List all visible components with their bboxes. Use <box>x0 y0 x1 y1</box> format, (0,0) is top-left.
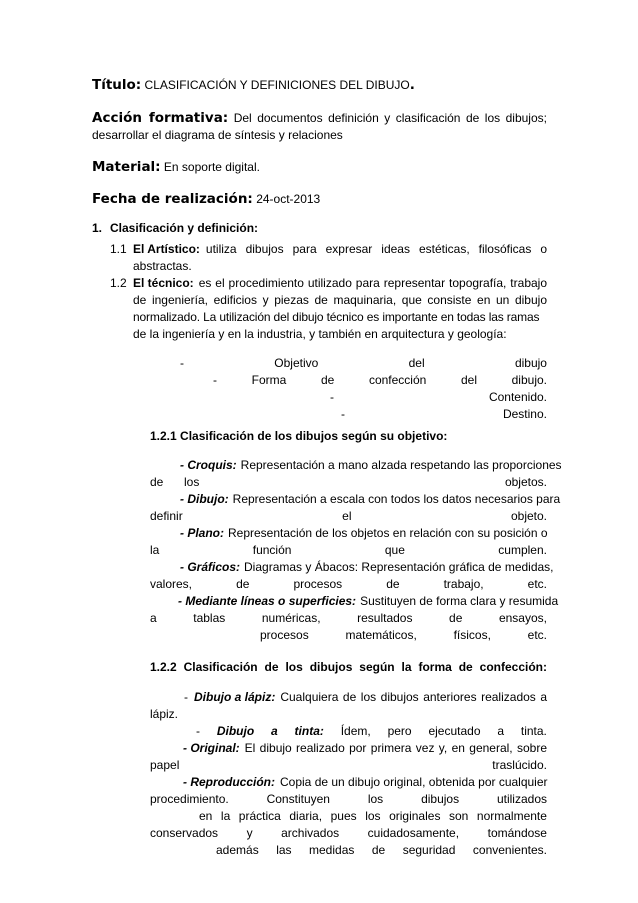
word: de <box>264 660 279 674</box>
croquis-label: - Croquis: <box>180 458 237 472</box>
repro-line4 <box>150 824 547 842</box>
word: cumplen. <box>498 543 547 557</box>
date-key: Fecha de realización: <box>92 191 253 207</box>
action-field-line2 <box>92 126 547 144</box>
bullet-dash: - <box>184 690 188 704</box>
lapiz-text: Cualquiera de los dibujos anteriores realizados a <box>280 690 547 704</box>
word: diaria, <box>289 809 323 823</box>
word: tinta. <box>520 724 547 738</box>
original-label: - Original: <box>183 741 240 755</box>
bullet-dash: - <box>180 356 184 370</box>
word: de <box>236 577 250 591</box>
word: del <box>460 373 477 387</box>
word: ensayos, <box>498 611 547 625</box>
word: pues <box>330 809 357 823</box>
bullet-dash: - <box>196 724 200 738</box>
bullet-destino-dash: - <box>341 407 345 421</box>
material-value: En soporte digital. <box>163 160 260 174</box>
word: traslúcido. <box>492 758 547 772</box>
word: son <box>449 809 469 823</box>
technical-text-line2: de ingeniería, edificios y piezas de maquinaria, que consiste en un dibujo <box>133 293 547 307</box>
word: procesos <box>293 577 343 591</box>
word: utilizados <box>496 792 547 806</box>
word: conservados <box>150 826 219 840</box>
word: etc. <box>527 628 547 642</box>
word: a <box>150 611 157 625</box>
word: de <box>371 843 386 857</box>
word: medidas <box>309 843 355 857</box>
word: valores, <box>150 577 193 591</box>
lineas-text: Sustituyen de forma clara y resumida <box>360 594 559 608</box>
word: Forma <box>251 373 287 387</box>
word: del <box>408 356 425 370</box>
word: Ídem, <box>340 724 371 738</box>
bullet-contenido-dash: - <box>330 390 334 404</box>
tinta-label-word: a <box>271 724 278 738</box>
word: la <box>150 543 160 557</box>
bullet-dash: - <box>213 373 217 387</box>
bullet-contenido: Contenido. <box>488 390 547 404</box>
lineas-label: - Mediante líneas o superficies: <box>178 594 357 608</box>
action-key: Acción formativa: <box>92 110 229 126</box>
artistic-text-line1: utiliza dibujos para expresar ideas estéticas, filosóficas o <box>205 242 547 256</box>
date-value: 24-oct-2013 <box>256 192 321 206</box>
section-1-2-number: 1.2 <box>110 276 127 290</box>
graficos-line2 <box>150 575 547 593</box>
repro-line1 <box>183 773 547 791</box>
word: de <box>386 577 400 591</box>
material-key: Material: <box>92 159 161 175</box>
artistic-text-line2: abstractas. <box>133 259 192 273</box>
plano-label: - Plano: <box>180 526 224 540</box>
word: a <box>497 724 505 738</box>
word: confección: <box>479 660 547 674</box>
word: matemáticos, <box>345 628 417 642</box>
word: pero <box>387 724 412 738</box>
title-field <box>92 76 547 94</box>
tinta-label-word: tinta: <box>294 724 324 738</box>
word: procesos <box>260 628 309 642</box>
graficos-label: - Gráficos: <box>180 560 241 574</box>
repro-text: Copia de un dibujo original, obtenida por cualquier <box>280 775 548 789</box>
word: la <box>220 809 231 823</box>
word: y <box>246 826 253 840</box>
subsection-1-2-2-heading <box>150 658 547 676</box>
word: en <box>199 809 213 823</box>
word: resultados <box>357 611 413 625</box>
croquis-line1 <box>180 456 562 474</box>
word: los <box>285 660 303 674</box>
lineas-line2 <box>150 609 547 627</box>
word: de <box>150 475 164 489</box>
lineas-line3 <box>260 626 547 644</box>
word: las <box>276 843 292 857</box>
tinta-line <box>196 722 547 740</box>
word: etc. <box>527 577 547 591</box>
plano-text: Representación de los objetos en relación con su posición o <box>228 526 548 540</box>
word: cuidadosamente, <box>367 826 460 840</box>
repro-line5 <box>216 841 547 859</box>
word: dibujo. <box>511 373 547 387</box>
title-value: CLASIFICACIÓN Y DEFINICIONES DEL DIBUJO <box>144 78 410 92</box>
dibujo-line2 <box>150 507 547 525</box>
croquis-line2 <box>150 473 547 491</box>
word: que <box>384 543 405 557</box>
word: tomándose <box>487 826 547 840</box>
word: Clasificación <box>183 660 258 674</box>
action-value-line2: desarrollar el diagrama de síntesis y relaciones <box>92 128 343 142</box>
word: función <box>252 543 292 557</box>
word: seguridad <box>402 843 456 857</box>
word: archivados <box>281 826 340 840</box>
word: definir <box>150 509 183 523</box>
word: dibujos <box>309 660 353 674</box>
subsection-1-2-1-heading: 1.2.1 Clasificación de los dibujos según su objetivo: <box>150 429 448 443</box>
bullet-destino: Destino. <box>502 407 547 421</box>
bullet-objetivo <box>180 354 547 372</box>
graficos-line1 <box>180 558 554 576</box>
original-text: El dibujo realizado por primera vez y, en general, sobre <box>244 741 547 755</box>
title-key: Título: <box>92 77 142 93</box>
word: además <box>216 843 259 857</box>
bullet-forma <box>213 371 547 389</box>
lapiz-line2: lápiz. <box>150 707 179 721</box>
graficos-text: Diagramas y Ábacos: Representación gráfica de medidas, <box>244 560 554 574</box>
section-1-number: 1. <box>92 221 103 235</box>
word: de <box>320 373 335 387</box>
lapiz-line1 <box>184 688 547 706</box>
repro-label: - Reproducción: <box>183 775 275 789</box>
repro-line3 <box>199 807 547 825</box>
word: según <box>359 660 395 674</box>
lapiz-label: Dibujo a lápiz: <box>194 690 276 704</box>
section-1-1-line1 <box>133 240 547 258</box>
word: objeto. <box>510 509 547 523</box>
word: numéricas, <box>261 611 321 625</box>
word: forma <box>418 660 452 674</box>
date-field <box>92 190 547 208</box>
word: el <box>342 509 352 523</box>
word: objetos. <box>504 475 547 489</box>
word: originales <box>389 809 441 823</box>
tinta-label-word: Dibujo <box>216 724 255 738</box>
word: los <box>365 809 381 823</box>
dibujo-text: Representación a escala con todos los datos necesarios para <box>232 492 561 506</box>
technical-label: El técnico: <box>133 276 194 290</box>
word: 1.2.2 <box>150 660 177 674</box>
word: ejecutado <box>428 724 481 738</box>
material-field <box>92 158 547 176</box>
section-1-1-number: 1.1 <box>110 242 127 256</box>
croquis-text: Representación a mano alzada respetando las proporciones <box>240 458 562 472</box>
section-1-title: Clasificación y definición: <box>110 221 259 235</box>
title-dot: . <box>409 77 415 93</box>
original-line1 <box>183 739 547 757</box>
plano-line1 <box>180 524 547 542</box>
word: convenientes. <box>472 843 547 857</box>
dibujo-label: - Dibujo: <box>180 492 229 506</box>
word: confección <box>368 373 427 387</box>
word: trabajo, <box>443 577 484 591</box>
plano-line2 <box>150 541 547 559</box>
word: físicos, <box>453 628 491 642</box>
word: la <box>401 660 412 674</box>
original-line2 <box>150 756 547 774</box>
word: papel <box>150 758 180 772</box>
word: los <box>183 475 200 489</box>
word: dibujo <box>514 356 547 370</box>
section-1-2-line1 <box>133 274 547 292</box>
word: tablas <box>193 611 226 625</box>
word: de <box>449 611 463 625</box>
lineas-line1 <box>178 592 559 610</box>
technical-text-line1: es el procedimiento utilizado para representar topografía, trabajo <box>198 276 547 290</box>
word: de <box>458 660 473 674</box>
action-value-line1: Del documentos definición y clasificación de los dibujos; <box>233 111 547 125</box>
action-field <box>92 109 547 127</box>
repro-line2 <box>150 790 547 808</box>
word: los <box>367 792 384 806</box>
word: procedimiento. <box>150 792 229 806</box>
word: dibujos <box>421 792 460 806</box>
technical-text-line3: normalizado. La utilización del dibujo técnico es importante en todas las ramas <box>133 310 540 324</box>
artistic-label: El Artístico: <box>133 242 200 256</box>
word: Objetivo <box>274 356 319 370</box>
dibujo-line1 <box>180 490 561 508</box>
word: práctica <box>238 809 281 823</box>
word: Constituyen <box>266 792 330 806</box>
technical-text-line4: de la ingeniería y en la industria, y también en arquitectura y geología: <box>133 327 507 341</box>
word: normalmente <box>476 809 547 823</box>
